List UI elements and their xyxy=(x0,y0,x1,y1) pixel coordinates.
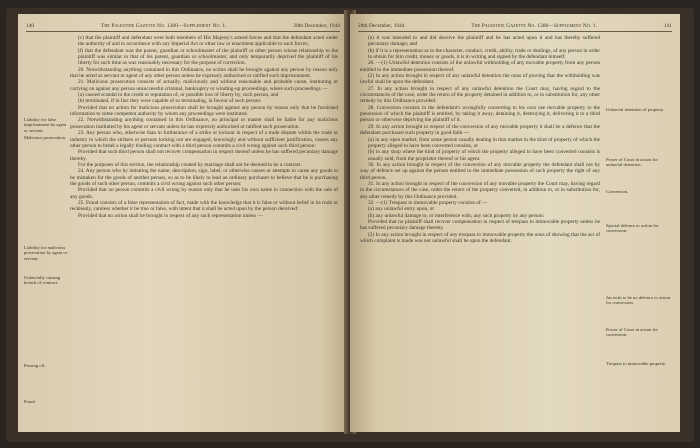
margin-note: Unlawfully causing breach of contract. xyxy=(24,275,61,286)
paragraph: 27. In any action brought in respect of any unlawful detention the Court may, having regard to the circumstances of the case, order the return of the property detained in addition to, or in substitution for, any other remedy by this Ordinance provided. xyxy=(360,85,600,105)
paragraph: For the purposes of this section, the relationship created by marriage shall not be deemed to be a contract. xyxy=(78,161,302,168)
paragraph: 32. —(1) Trespass to immovable property consists of — xyxy=(368,199,488,206)
paragraph: Provided that no action shall be brought in respect of any such representation unless — xyxy=(78,212,263,219)
left-date: 28th December, 1944 xyxy=(293,23,340,29)
paragraph: 20. Notwithstanding anything contained in this Ordinance, no action shall be brought against any person by reason only that he acted as servant or agent of any other person unless he expressly authorised or ratified such imprisonment. xyxy=(70,66,338,80)
right-body-text xyxy=(360,35,600,244)
right-head-rule xyxy=(358,31,672,32)
left-body-text xyxy=(70,35,338,219)
paragraph: (2) In any action brought in respect of any unlawful detention the onus of proving that the withholding was lawful shall be upon the defendant. xyxy=(360,73,600,86)
margin-note: Jus tertii to be no defence to action for conversion. xyxy=(606,295,671,306)
margin-note: Trespass to immovable property. xyxy=(606,361,667,366)
left-page xyxy=(18,14,348,432)
paragraph: 22. Notwithstanding anything contained in this Ordinance, no principal or master shall be liable for any malicious prosecution instituted by his agent or servant unless he has expressly authorised or ratified such prosecution. xyxy=(70,117,338,130)
left-page-number: 140 xyxy=(26,23,35,29)
paragraph: (2) In any action brought in respect of any trespass to immovable property the onus of showing that the act of which complaint is made was not unlawful shall be upon the defendant. xyxy=(360,231,600,244)
paragraph: (a) it was intended to and did deceive the plaintiff and he has acted upon it and has thereby suffered pecuniary damage; and xyxy=(368,35,600,48)
margin-note: Conversion. xyxy=(606,189,629,194)
margin-note: Liability for malicious prosecution by agent or servant. xyxy=(24,245,68,261)
paragraph: Provided that such third person shall not recover compensation in respect thereof unless he has suffered pecuniary damage thereby. xyxy=(70,149,338,162)
left-gazette-title: The Palestine Gazette No. 1380—Supplement No. 1. xyxy=(100,23,227,29)
paragraph: 30. In any action brought in respect of the conversion of any movable property the defendant shall not by way of defence set up against the person entitled to the immediate possession of such property the right of any third person. xyxy=(360,161,600,181)
paragraph: (a) any unlawful entry upon, or xyxy=(368,206,435,213)
paragraph: (b) if it is a representation as to the character, conduct, credit, ability, trade or dealings, of any person in order to obtain for him credit, money or goods, it is in writing and signed by the defendant himself. xyxy=(368,47,600,61)
paragraph: 25. Fraud consists of a false representation of fact, made with the knowledge that it is false or without belief in its truth or recklessly, careless whether it be true or false, with intent that it shall be acted upon by the person deceived: xyxy=(70,199,338,213)
paragraph: (f) that the defendant was the parent, guardian or schoolmaster of the plaintiff or other person whose relationship to the plaintiff was similar to that of his parent, guardian or schoolmaster, and only temporarily deprived the plaintiff of his liberty for such time as was reasonably necessary for the purpose of correction. xyxy=(78,47,338,67)
paragraph: (b) terminated, if in fact they were capable of so terminating, in favour of such person: xyxy=(78,98,262,105)
right-page xyxy=(350,14,680,432)
paragraph: 24. Any person who by imitating the name, description, sign, label, or otherwise causes or attempts to cause any goods to be mistaken for the goods of another person, so as to be likely to lead an ordinary purchaser to believe that he is purchasing the goods of such other person, commits a civil wrong against such other person: xyxy=(70,168,338,187)
margin-note: Power of Court in action for unlawful detention. xyxy=(606,157,658,168)
paragraph: 26. —(1) Unlawful detention consists of the unlawful withholding of any movable property from any person entitled to the immediate possession thereof. xyxy=(360,60,600,73)
margin-note: Fraud. xyxy=(24,399,36,404)
paragraph: 31. In any action brought in respect of the conversion of any movable property the Court may, having regard to the circumstances of the case, order the return of the property converted, in addition to, or in substitution for, any other remedy by this Ordinance provided. xyxy=(360,180,600,200)
paragraph: (a) caused scandal to the credit or reputation of, or possible loss of liberty by, such person, and xyxy=(78,92,279,99)
left-head-rule xyxy=(26,31,340,32)
paragraph: 29. In any action brought in respect of the conversion of any movable property it shall be a defence that the defendant purchased such property in good faith — xyxy=(360,123,600,137)
paragraph: (b) in any shop where the kind of property of which the property alleged to have been converted consists is usually sold, from the proprietor thereof or his agent. xyxy=(368,149,600,162)
margin-note: Special defence to action for conversion. xyxy=(606,223,659,234)
paragraph: (c) that the plaintiff and defendant were both members of His Majesty's armed forces and that the defendant acted under the authority of and in accordance with any Imperial Act or other law or enactment applicable to such forces; xyxy=(78,35,338,48)
paragraph: Provided that no person commits a civil wrong by reason only that he uses his own name in connection with the sale of any goods. xyxy=(70,187,338,200)
margin-note: Liability for false imprisonment by agent or servant. xyxy=(24,117,67,133)
right-page-number: 141 xyxy=(663,23,672,29)
margin-note: Power of Court in action for conversion. xyxy=(606,327,658,338)
paragraph: Provided that no plaintiff shall recover compensation in respect of trespass to immovable property unless he has suffered pecuniary damage thereby. xyxy=(360,218,600,232)
right-gazette-title: The Palestine Gazette No. 1380—Supplement No. 1. xyxy=(471,23,598,29)
right-date: 28th December, 1944 xyxy=(358,23,405,29)
paragraph: (a) in any open market, from some person usually dealing in that market in the kind of property of which the property alleged to have been converted consists, or xyxy=(368,136,600,149)
margin-note: Passing off. xyxy=(24,363,46,368)
paragraph: 23. Any person who, otherwise than in furtherance of a strike or lockout in respect of a trade dispute within the trade or industry in which the strikers or persons locking out are engaged, knowingly and without sufficient justification, causes any other person to break a legally binding contract with a third person commits a civil wrong against such third person: xyxy=(70,130,338,149)
margin-note: Unlawful detention of property. xyxy=(606,107,665,112)
margin-note: Malicious prosecution. xyxy=(24,135,67,140)
paragraph: Provided that no action for malicious prosecution shall be brought against any person by reason only that he furnished information to some competent authority by whom any proceedings were instituted. xyxy=(70,104,338,118)
paragraph: (b) any unlawful damage to, or interference with, any such property by any person: xyxy=(368,212,545,219)
paragraph: 28. Conversion consists in the defendant's wrongfully converting to his own use movable property to the possession of which the plaintiff is entitled, by taking it away, detaining it, destroying it, delivering it to a third person or otherwise depriving the plaintiff of it. xyxy=(360,104,600,124)
paragraph: 21. Malicious prosecution consists of actually, maliciously and without reasonable and probable cause, instituting or carrying on against any person unsuccessful criminal, bankruptcy or winding-up proceedings, where such proceedings — xyxy=(70,79,338,92)
